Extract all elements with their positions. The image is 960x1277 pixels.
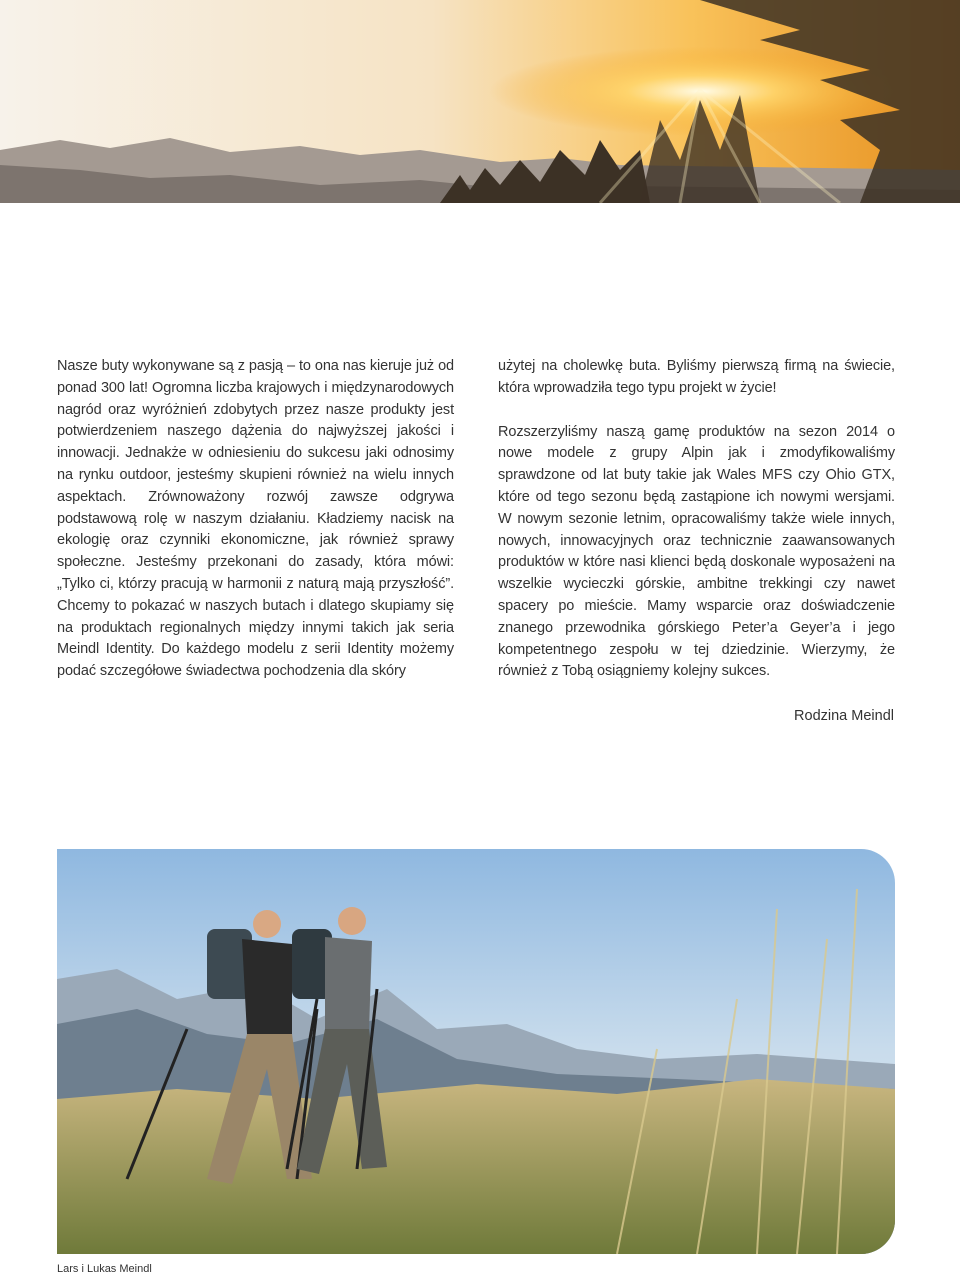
- left-text-column: [57, 356, 454, 705]
- sunset-forest-image: [0, 0, 960, 203]
- hero-sunset-image: [0, 0, 960, 203]
- hikers-mountain-image: [57, 849, 895, 1254]
- hikers-photo: [57, 849, 895, 1254]
- body-paragraph: Nasze buty wykonywane są z pasją – to ona nas kieruje już od ponad 300 lat! Ogromna liczba krajowych i międzynarodowych nagród oraz wyróżnień zdobytych przez nasze produkty jest potwierdzeniem naszego dążenia do najwyższej jakości i innowacji. Jednakże w odniesieniu do sukcesu jaki odnosimy na rynku outdoor, jesteśmy skupieni również na wielu innych aspektach. Zrównoważony rozwój zawsze odgrywa podstawową rolę w naszym działaniu. Kładziemy nacisk na ekologię oraz czynniki ekonomiczne, jak również sprawy społeczne. Jesteśmy przekonani do zasady, która mówi: „Tylko ci, którzy pracują w harmonii z naturą mają przyszłość”. Chcemy to pokazać w naszych butach i dlatego skupiamy się na produktach regionalnych między innymi takich jak seria Meindl Identity. Do każdego modelu z serii Identity możemy podać szczegółowe świadectwa pochodzenia dla skóry: [57, 358, 454, 680]
- photo-caption: Lars i Lukas Meindl: [57, 1263, 152, 1275]
- right-text-column: [498, 356, 895, 705]
- signature: Rodzina Meindl: [794, 708, 894, 724]
- body-paragraph: Rozszerzyliśmy naszą gamę produktów na sezon 2014 o nowe modele z grupy Alpin jak i zmodyfikowaliśmy sprawdzone od lat buty takie jak Wales MFS czy Ohio GTX, które od tego sezonu będą zastąpione ich nowymi wersjami. W nowym sezonie letnim, opracowaliśmy także wiele innych, nowych, innowacyjnych oraz technicznie zaawansowanych produktów w które nasi klienci będą doskonale wyposażeni na wszelkie wycieczki górskie, ambitne trekkingi czy nawet spacery po mieście. Mamy wsparcie oraz doświadczenie znanego przewodnika górskiego Peter’a Geyer’a i jego kompetentnego zespołu w tej dziedzinie. Wierzymy, że również z Tobą osiągniemy kolejny sukces.: [498, 423, 895, 680]
- body-paragraph: użytej na cholewkę buta. Byliśmy pierwszą firmą na świecie, która wprowadziła tego typu projekt w życie!: [498, 358, 895, 396]
